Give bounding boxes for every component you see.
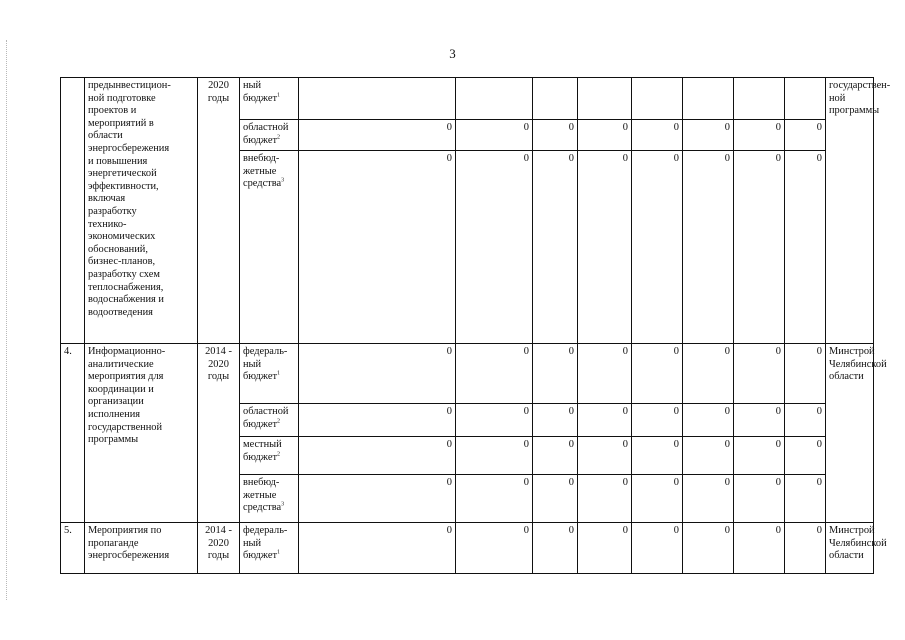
measure-name: Мероприятия по пропаганде энергосбережения	[85, 523, 198, 574]
funding-value: 0	[456, 404, 533, 437]
funding-value: 0	[734, 404, 785, 437]
funding-value: 0	[299, 404, 456, 437]
footnote-marker: 3	[281, 177, 285, 184]
funding-value: 0	[683, 523, 734, 574]
funding-source: федераль- ный бюджет$^1$	[240, 523, 299, 574]
responsible-executor: Минстрой Челябинской области	[826, 344, 874, 523]
funding-source: областной бюджет$^2$	[240, 404, 299, 437]
footnote-marker: 1	[277, 549, 281, 556]
funding-value: 0	[299, 437, 456, 475]
funding-source: местный бюджет$^2$	[240, 437, 299, 475]
funding-value: 0	[533, 523, 578, 574]
funding-value: 0	[734, 437, 785, 475]
funding-value: 0	[683, 475, 734, 523]
funding-value: 0	[456, 151, 533, 344]
funding-value: 0	[734, 120, 785, 151]
funding-value: 0	[632, 151, 683, 344]
funding-value: 0	[578, 475, 632, 523]
funding-value: 0	[533, 475, 578, 523]
implementation-period: 2020 годы	[198, 78, 240, 344]
funding-value	[533, 78, 578, 120]
measure-name: предынвестицион- ной подготовке проектов и мероприятий в области энергосбережения и повышения энергетической эффективности, включая разработку технико- экономических обоснований, бизнес-планов, разработку схем теплоснабжения, водоснабжения и водоотведения	[85, 78, 198, 344]
funding-value: 0	[299, 344, 456, 404]
funding-value	[299, 78, 456, 120]
funding-value	[734, 78, 785, 120]
footnote-marker: 2	[277, 134, 281, 141]
funding-value: 0	[456, 344, 533, 404]
funding-value: 0	[785, 523, 826, 574]
funding-value: 0	[785, 120, 826, 151]
footnote-marker: 3	[281, 501, 285, 508]
funding-value: 0	[578, 523, 632, 574]
funding-value: 0	[785, 404, 826, 437]
funding-value: 0	[785, 475, 826, 523]
funding-value	[785, 78, 826, 120]
funding-value: 0	[533, 404, 578, 437]
funding-value: 0	[578, 120, 632, 151]
funding-value: 0	[456, 437, 533, 475]
funding-value: 0	[785, 344, 826, 404]
funding-value: 0	[683, 151, 734, 344]
funding-value	[683, 78, 734, 120]
funding-value: 0	[456, 120, 533, 151]
funding-value: 0	[299, 120, 456, 151]
funding-value: 0	[533, 151, 578, 344]
footnote-marker: 2	[277, 418, 281, 425]
funding-value: 0	[533, 120, 578, 151]
funding-value: 0	[734, 523, 785, 574]
funding-value: 0	[785, 151, 826, 344]
funding-value: 0	[578, 404, 632, 437]
funding-value	[578, 78, 632, 120]
funding-value	[456, 78, 533, 120]
funding-source: внебюд- жетные средства$^3$	[240, 151, 299, 344]
footnote-marker: 2	[277, 451, 281, 458]
funding-value: 0	[632, 344, 683, 404]
measure-name: Информационно- аналитические мероприятия для координации и организации исполнения государственной программы	[85, 344, 198, 523]
funding-value: 0	[578, 437, 632, 475]
item-number: 4.	[61, 344, 85, 523]
footnote-marker: 1	[277, 370, 281, 377]
funding-value: 0	[632, 437, 683, 475]
funding-source: внебюд- жетные средства$^3$	[240, 475, 299, 523]
item-number	[61, 78, 85, 344]
program-measures-table	[60, 77, 891, 574]
funding-value: 0	[632, 475, 683, 523]
funding-value: 0	[299, 475, 456, 523]
funding-value: 0	[683, 120, 734, 151]
implementation-period: 2014 - 2020 годы	[198, 523, 240, 574]
funding-value: 0	[456, 523, 533, 574]
funding-value: 0	[734, 475, 785, 523]
funding-value: 0	[533, 437, 578, 475]
funding-value: 0	[578, 151, 632, 344]
funding-source: ный бюджет$^1$	[240, 78, 299, 120]
implementation-period: 2014 - 2020 годы	[198, 344, 240, 523]
funding-value: 0	[632, 523, 683, 574]
funding-value: 0	[734, 151, 785, 344]
page-number: 3	[449, 46, 456, 61]
funding-value: 0	[299, 523, 456, 574]
responsible-executor: государствен- ной программы	[826, 78, 874, 344]
funding-value	[632, 78, 683, 120]
funding-value: 0	[299, 151, 456, 344]
funding-source: областной бюджет$^2$	[240, 120, 299, 151]
funding-value: 0	[734, 344, 785, 404]
funding-value: 0	[632, 404, 683, 437]
table-row	[61, 344, 874, 404]
funding-value: 0	[785, 437, 826, 475]
table-row	[61, 78, 874, 120]
funding-value: 0	[683, 344, 734, 404]
funding-value: 0	[578, 344, 632, 404]
scan-edge-line	[6, 40, 7, 600]
funding-value: 0	[533, 344, 578, 404]
footnote-marker: 1	[277, 92, 281, 99]
funding-value: 0	[632, 120, 683, 151]
funding-value: 0	[683, 404, 734, 437]
funding-value: 0	[683, 437, 734, 475]
funding-value: 0	[456, 475, 533, 523]
table-row	[61, 523, 874, 574]
responsible-executor: Минстрой Челябинской области	[826, 523, 874, 574]
funding-source: федераль- ный бюджет$^1$	[240, 344, 299, 404]
item-number: 5.	[61, 523, 85, 574]
